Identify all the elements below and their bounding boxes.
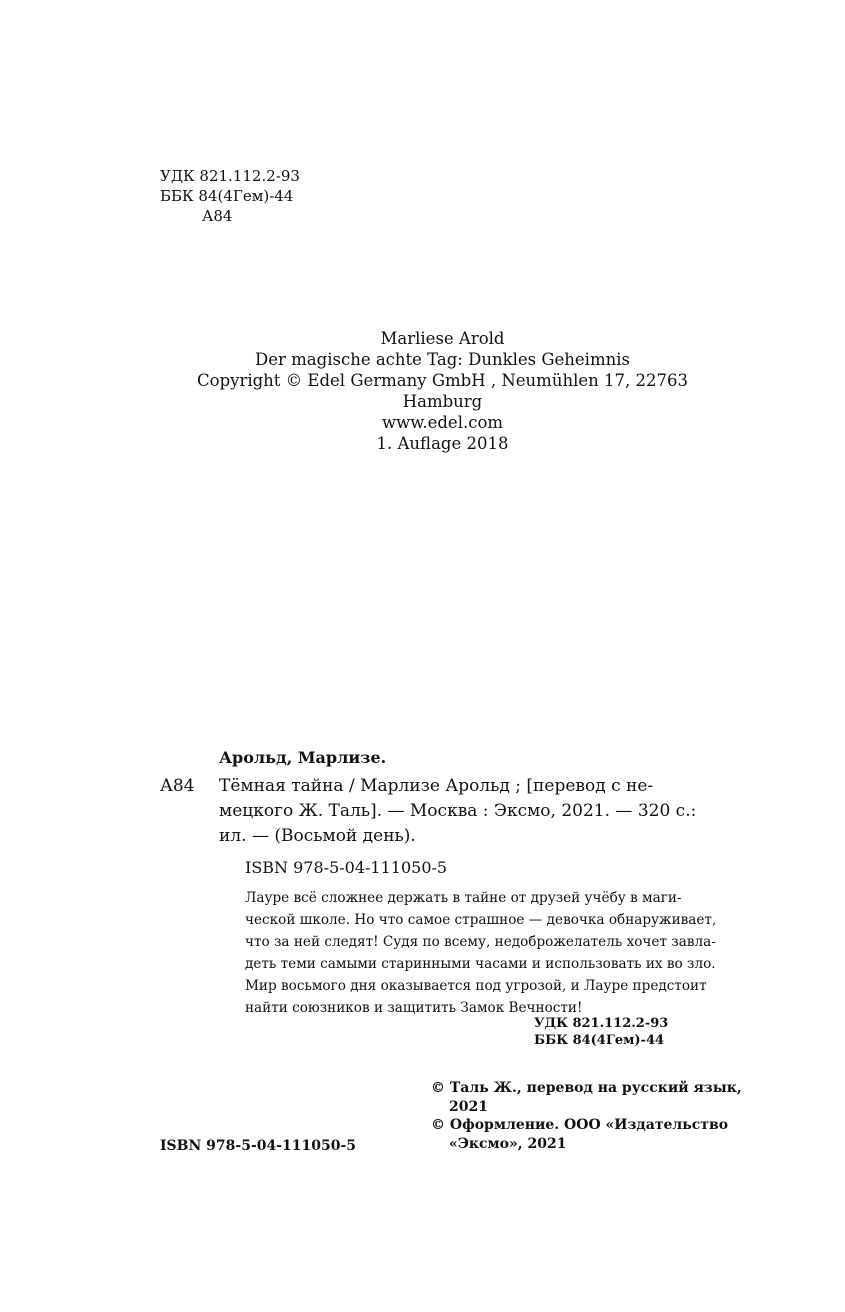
bbk-code: ББК 84(4Гем)-44: [160, 187, 294, 205]
udk-code: УДК 821.112.2-93: [160, 167, 300, 185]
author-sign: А84: [202, 207, 233, 225]
publisher-website: www.edel.com: [381, 413, 504, 432]
bib-line: Тёмная тайна / Марлизе Арольд ; [перевод с не-: [219, 776, 654, 796]
bibliographic-description: [219, 774, 727, 849]
bottom-catalog-codes: [534, 1015, 668, 1049]
design-copyright: © Оформление. ООО «Издательство: [431, 1117, 729, 1133]
translation-copyright: © Таль Ж., перевод на русский язык,: [431, 1080, 742, 1096]
bib-line: мецкого Ж. Таль]. — Москва : Эксмо, 2021. — 320 с.:: [219, 801, 697, 821]
isbn-footer: ISBN 978-5-04-111050-5: [160, 1138, 357, 1154]
annotation-line: ческой школе. Но что самое страшное — девочка обнаруживает,: [245, 912, 717, 928]
annotation-line: деть теми самыми старинными часами и использовать их во зло.: [245, 956, 716, 972]
annotation-line: найти союзников и защитить Замок Вечности!: [245, 1000, 583, 1016]
original-edition-year: 1. Auflage 2018: [376, 434, 509, 453]
bibliographic-code: А84: [160, 776, 195, 796]
original-title: Der magische achte Tag: Dunkles Geheimnis: [255, 350, 630, 369]
translation-copyright-year: 2021: [449, 1098, 488, 1115]
original-city: Hamburg: [402, 392, 483, 411]
isbn: ISBN 978-5-04-111050-5: [245, 858, 448, 877]
annotation-line: Лауре всё сложнее держать в тайне от друзей учёбу в маги-: [245, 890, 682, 906]
bottom-udk-code: УДК 821.112.2-93: [534, 1016, 669, 1031]
annotation: [245, 887, 716, 1019]
copyright-notices: [431, 1079, 742, 1153]
annotation-line: что за ней следят! Судя по всему, недоброжелатель хочет завла-: [245, 934, 716, 950]
original-author: Marliese Arold: [380, 329, 505, 348]
original-copyright: Copyright © Edel Germany GmbH , Neumühlen 17, 22763: [197, 371, 688, 390]
design-copyright-cont: «Эксмо», 2021: [449, 1135, 567, 1152]
catalog-codes: [160, 166, 300, 226]
author-heading: Арольд, Марлизе.: [219, 748, 387, 767]
original-edition-info: [0, 328, 845, 454]
bib-line: ил. — (Восьмой день).: [219, 826, 416, 846]
annotation-line: Мир восьмого дня оказывается под угрозой, и Лауре предстоит: [245, 978, 707, 994]
bottom-bbk-code: ББК 84(4Гем)-44: [534, 1033, 665, 1048]
